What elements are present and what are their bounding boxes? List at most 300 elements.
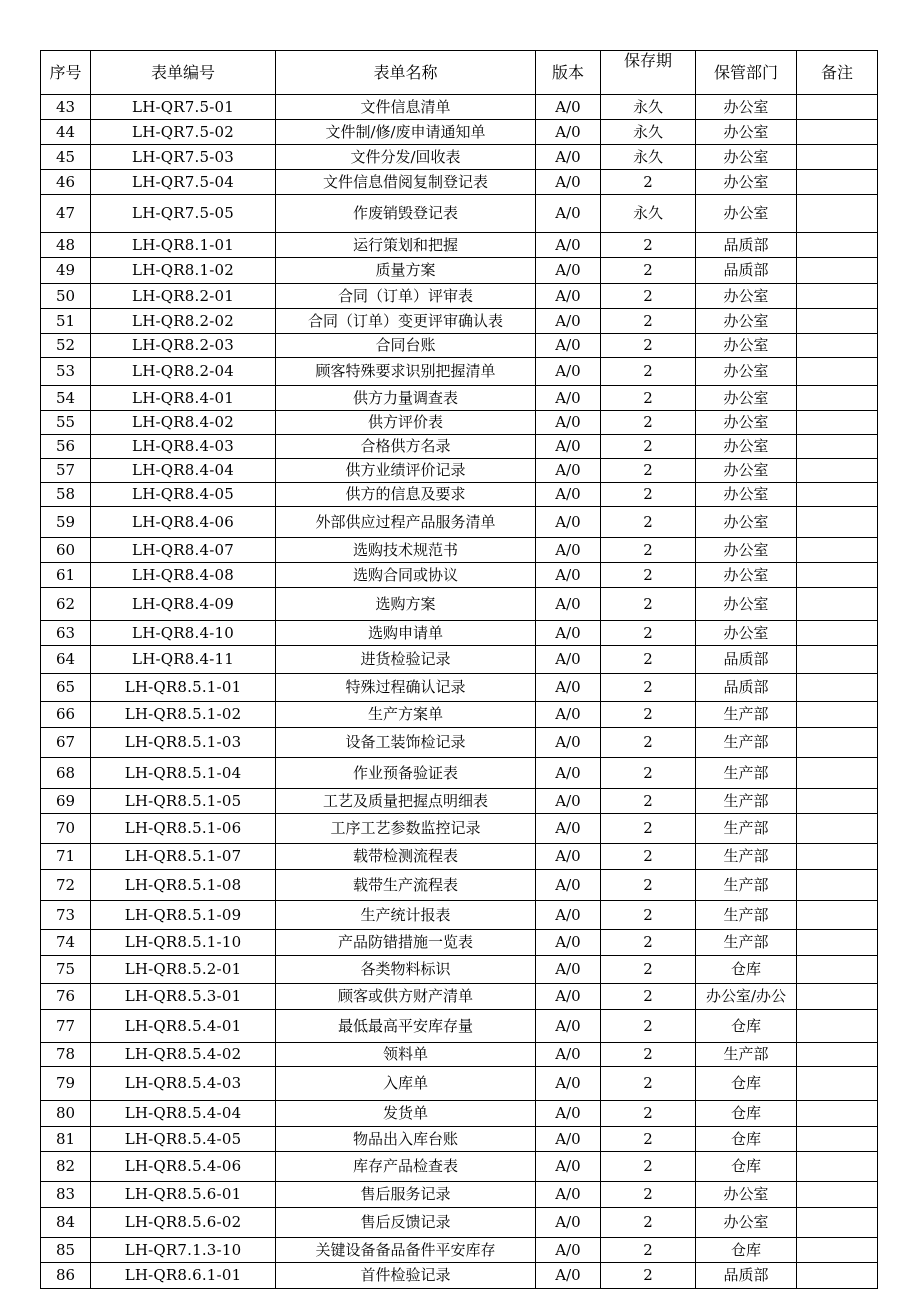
cell-version: A/0 [536,483,601,507]
cell-no: 47 [41,195,91,233]
table-row [41,411,878,435]
cell-remark [797,1238,878,1263]
table-header [41,51,878,95]
cell-version: A/0 [536,120,601,145]
cell-dept: 办公室 [696,621,797,646]
cell-version: A/0 [536,435,601,459]
cell-version: A/0 [536,1043,601,1067]
cell-dept: 生产部 [696,844,797,870]
cell-remark [797,309,878,334]
cell-remark [797,145,878,170]
cell-no: 70 [41,814,91,844]
cell-no: 84 [41,1208,91,1238]
cell-name: 最低最高平安库存量 [276,1010,536,1043]
cell-retention: 2 [601,435,696,459]
cell-name: 进货检验记录 [276,646,536,674]
cell-code: LH-QR8.4-10 [91,621,276,646]
table-row [41,588,878,621]
table-row [41,563,878,588]
cell-version: A/0 [536,95,601,120]
cell-remark [797,844,878,870]
cell-no: 62 [41,588,91,621]
cell-code: LH-QR8.5.1-05 [91,789,276,814]
cell-version: A/0 [536,1263,601,1289]
cell-no: 45 [41,145,91,170]
cell-retention: 2 [601,1010,696,1043]
cell-retention: 2 [601,258,696,284]
cell-dept: 办公室 [696,95,797,120]
cell-name: 库存产品检查表 [276,1152,536,1182]
cell-remark [797,1067,878,1101]
cell-dept: 生产部 [696,814,797,844]
table-row [41,459,878,483]
cell-name: 关键设备备品备件平安库存 [276,1238,536,1263]
cell-dept: 办公室 [696,1182,797,1208]
table-row [41,1067,878,1101]
cell-remark [797,956,878,984]
cell-remark [797,1152,878,1182]
cell-dept: 办公室 [696,334,797,358]
table-row [41,1238,878,1263]
cell-retention: 2 [601,1208,696,1238]
cell-retention: 2 [601,170,696,195]
cell-remark [797,507,878,538]
cell-version: A/0 [536,358,601,386]
cell-name: 售后反馈记录 [276,1208,536,1238]
cell-name: 作业预备验证表 [276,758,536,789]
cell-version: A/0 [536,844,601,870]
cell-name: 物品出入库台账 [276,1127,536,1152]
cell-code: LH-QR7.1.3-10 [91,1238,276,1263]
cell-no: 65 [41,674,91,702]
cell-no: 83 [41,1182,91,1208]
cell-code: LH-QR8.5.4-05 [91,1127,276,1152]
cell-remark [797,930,878,956]
cell-code: LH-QR8.4-01 [91,386,276,411]
table-row [41,956,878,984]
cell-no: 64 [41,646,91,674]
cell-dept: 品质部 [696,1263,797,1289]
cell-version: A/0 [536,621,601,646]
cell-no: 56 [41,435,91,459]
table-row [41,145,878,170]
cell-retention: 永久 [601,195,696,233]
cell-retention: 2 [601,1263,696,1289]
cell-dept: 生产部 [696,870,797,901]
cell-remark [797,588,878,621]
cell-retention: 2 [601,284,696,309]
cell-code: LH-QR8.5.1-06 [91,814,276,844]
cell-no: 52 [41,334,91,358]
header-code: 表单编号 [91,51,276,95]
cell-version: A/0 [536,411,601,435]
cell-name: 合同（订单）变更评审确认表 [276,309,536,334]
cell-dept: 仓库 [696,1101,797,1127]
cell-retention: 永久 [601,145,696,170]
cell-version: A/0 [536,1010,601,1043]
cell-name: 载带检测流程表 [276,844,536,870]
cell-name: 运行策划和把握 [276,233,536,258]
cell-no: 81 [41,1127,91,1152]
cell-code: LH-QR7.5-05 [91,195,276,233]
cell-version: A/0 [536,1067,601,1101]
cell-version: A/0 [536,870,601,901]
cell-dept: 办公室 [696,358,797,386]
cell-dept: 生产部 [696,728,797,758]
table-row [41,674,878,702]
cell-code: LH-QR8.5.1-09 [91,901,276,930]
cell-retention: 永久 [601,120,696,145]
header-retention: 保存期 [601,51,696,95]
cell-remark [797,984,878,1010]
cell-version: A/0 [536,1208,601,1238]
cell-code: LH-QR7.5-04 [91,170,276,195]
table-row [41,334,878,358]
cell-version: A/0 [536,386,601,411]
cell-dept: 办公室 [696,386,797,411]
table-row [41,386,878,411]
cell-remark [797,95,878,120]
cell-code: LH-QR8.4-03 [91,435,276,459]
cell-retention: 2 [601,483,696,507]
cell-name: 工艺及质量把握点明细表 [276,789,536,814]
table-row [41,728,878,758]
cell-name: 载带生产流程表 [276,870,536,901]
cell-version: A/0 [536,588,601,621]
cell-dept: 办公室 [696,120,797,145]
table-row [41,646,878,674]
header-row [41,51,878,95]
cell-dept: 生产部 [696,702,797,728]
cell-code: LH-QR8.5.3-01 [91,984,276,1010]
cell-code: LH-QR8.5.1-07 [91,844,276,870]
cell-code: LH-QR8.4-04 [91,459,276,483]
cell-dept: 生产部 [696,789,797,814]
cell-remark [797,646,878,674]
cell-no: 86 [41,1263,91,1289]
cell-name: 选购申请单 [276,621,536,646]
cell-remark [797,435,878,459]
cell-version: A/0 [536,646,601,674]
cell-version: A/0 [536,814,601,844]
cell-code: LH-QR8.5.4-04 [91,1101,276,1127]
cell-no: 85 [41,1238,91,1263]
cell-dept: 办公室 [696,435,797,459]
cell-remark [797,1127,878,1152]
cell-remark [797,1010,878,1043]
cell-name: 外部供应过程产品服务清单 [276,507,536,538]
cell-retention: 2 [601,1152,696,1182]
cell-code: LH-QR8.5.4-01 [91,1010,276,1043]
cell-retention: 2 [601,411,696,435]
cell-name: 产品防错措施一览表 [276,930,536,956]
cell-retention: 2 [601,758,696,789]
cell-version: A/0 [536,170,601,195]
table-row [41,309,878,334]
cell-retention: 2 [601,674,696,702]
cell-version: A/0 [536,195,601,233]
table-row [41,507,878,538]
cell-no: 73 [41,901,91,930]
cell-version: A/0 [536,728,601,758]
cell-code: LH-QR8.5.1-04 [91,758,276,789]
cell-code: LH-QR8.5.1-02 [91,702,276,728]
cell-version: A/0 [536,789,601,814]
cell-remark [797,459,878,483]
cell-dept: 品质部 [696,233,797,258]
cell-code: LH-QR7.5-01 [91,95,276,120]
table-row [41,1152,878,1182]
cell-name: 合同（订单）评审表 [276,284,536,309]
cell-remark [797,1182,878,1208]
cell-retention: 2 [601,844,696,870]
cell-no: 77 [41,1010,91,1043]
cell-remark [797,120,878,145]
cell-remark [797,901,878,930]
cell-name: 入库单 [276,1067,536,1101]
cell-remark [797,284,878,309]
cell-version: A/0 [536,702,601,728]
cell-code: LH-QR8.4-05 [91,483,276,507]
cell-dept: 生产部 [696,1043,797,1067]
cell-code: LH-QR8.2-03 [91,334,276,358]
cell-code: LH-QR8.4-08 [91,563,276,588]
cell-retention: 2 [601,507,696,538]
table-row [41,789,878,814]
cell-no: 48 [41,233,91,258]
cell-dept: 仓库 [696,1127,797,1152]
cell-remark [797,358,878,386]
cell-remark [797,1208,878,1238]
cell-name: 工序工艺参数监控记录 [276,814,536,844]
cell-no: 72 [41,870,91,901]
cell-no: 46 [41,170,91,195]
cell-dept: 品质部 [696,646,797,674]
cell-dept: 仓库 [696,1010,797,1043]
cell-retention: 2 [601,538,696,563]
cell-no: 57 [41,459,91,483]
cell-no: 71 [41,844,91,870]
cell-version: A/0 [536,538,601,563]
table-row [41,930,878,956]
cell-retention: 2 [601,1067,696,1101]
cell-no: 61 [41,563,91,588]
table-row [41,1043,878,1067]
cell-version: A/0 [536,233,601,258]
table-row [41,814,878,844]
table-row [41,758,878,789]
cell-no: 69 [41,789,91,814]
cell-no: 49 [41,258,91,284]
cell-version: A/0 [536,1127,601,1152]
cell-remark [797,621,878,646]
cell-name: 选购合同或协议 [276,563,536,588]
table-row [41,844,878,870]
cell-dept: 办公室 [696,538,797,563]
cell-code: LH-QR8.1-02 [91,258,276,284]
cell-name: 发货单 [276,1101,536,1127]
cell-code: LH-QR8.2-02 [91,309,276,334]
cell-remark [797,334,878,358]
cell-name: 特殊过程确认记录 [276,674,536,702]
cell-retention: 2 [601,728,696,758]
header-no: 序号 [41,51,91,95]
table-row [41,901,878,930]
cell-code: LH-QR8.6.1-01 [91,1263,276,1289]
cell-remark [797,258,878,284]
table-row [41,1263,878,1289]
table-row [41,1101,878,1127]
cell-retention: 2 [601,646,696,674]
cell-no: 54 [41,386,91,411]
cell-name: 领料单 [276,1043,536,1067]
cell-retention: 2 [601,386,696,411]
table-row [41,1127,878,1152]
table-row [41,284,878,309]
table-row [41,195,878,233]
cell-retention: 2 [601,233,696,258]
cell-name: 合格供方名录 [276,435,536,459]
cell-version: A/0 [536,1152,601,1182]
cell-dept: 办公室 [696,145,797,170]
cell-name: 供方的信息及要求 [276,483,536,507]
cell-dept: 办公室 [696,588,797,621]
cell-code: LH-QR8.5.6-01 [91,1182,276,1208]
table-body [41,95,878,1289]
cell-name: 质量方案 [276,258,536,284]
cell-no: 75 [41,956,91,984]
cell-version: A/0 [536,984,601,1010]
cell-no: 66 [41,702,91,728]
cell-version: A/0 [536,674,601,702]
table-row [41,483,878,507]
table-row [41,435,878,459]
cell-code: LH-QR8.5.1-01 [91,674,276,702]
cell-code: LH-QR8.5.4-03 [91,1067,276,1101]
cell-name: 作废销毁登记表 [276,195,536,233]
cell-no: 51 [41,309,91,334]
cell-dept: 仓库 [696,1067,797,1101]
cell-dept: 办公室 [696,195,797,233]
cell-no: 76 [41,984,91,1010]
cell-version: A/0 [536,284,601,309]
table-row [41,258,878,284]
cell-dept: 办公室 [696,507,797,538]
table-row [41,170,878,195]
cell-remark [797,1263,878,1289]
cell-retention: 2 [601,563,696,588]
cell-code: LH-QR8.4-09 [91,588,276,621]
cell-retention: 2 [601,901,696,930]
cell-dept: 办公室 [696,563,797,588]
header-version: 版本 [536,51,601,95]
cell-no: 79 [41,1067,91,1101]
cell-retention: 2 [601,789,696,814]
cell-dept: 品质部 [696,258,797,284]
cell-remark [797,728,878,758]
cell-retention: 2 [601,358,696,386]
header-dept: 保管部门 [696,51,797,95]
cell-no: 68 [41,758,91,789]
cell-version: A/0 [536,145,601,170]
table-row [41,984,878,1010]
cell-version: A/0 [536,507,601,538]
cell-remark [797,563,878,588]
cell-remark [797,789,878,814]
form-register-table [40,50,878,1289]
cell-remark [797,814,878,844]
cell-remark [797,195,878,233]
cell-name: 各类物料标识 [276,956,536,984]
cell-code: LH-QR8.5.2-01 [91,956,276,984]
cell-no: 67 [41,728,91,758]
table-row [41,1182,878,1208]
table-row [41,870,878,901]
cell-retention: 2 [601,621,696,646]
cell-remark [797,411,878,435]
cell-retention: 永久 [601,95,696,120]
cell-dept: 办公室/办公 [696,984,797,1010]
cell-version: A/0 [536,334,601,358]
cell-code: LH-QR8.2-01 [91,284,276,309]
cell-dept: 品质部 [696,674,797,702]
cell-dept: 办公室 [696,411,797,435]
table-row [41,538,878,563]
header-remark: 备注 [797,51,878,95]
cell-code: LH-QR8.4-02 [91,411,276,435]
cell-retention: 2 [601,956,696,984]
cell-dept: 生产部 [696,930,797,956]
table-row [41,1010,878,1043]
cell-remark [797,170,878,195]
table-row [41,358,878,386]
cell-retention: 2 [601,930,696,956]
cell-code: LH-QR8.2-04 [91,358,276,386]
cell-version: A/0 [536,901,601,930]
cell-code: LH-QR8.4-11 [91,646,276,674]
cell-name: 首件检验记录 [276,1263,536,1289]
cell-dept: 仓库 [696,1238,797,1263]
cell-remark [797,1043,878,1067]
cell-name: 合同台账 [276,334,536,358]
cell-code: LH-QR8.5.1-03 [91,728,276,758]
table-row [41,233,878,258]
cell-retention: 2 [601,309,696,334]
cell-code: LH-QR8.1-01 [91,233,276,258]
cell-dept: 办公室 [696,1208,797,1238]
cell-name: 供方力量调查表 [276,386,536,411]
cell-name: 文件信息借阅复制登记表 [276,170,536,195]
cell-no: 74 [41,930,91,956]
cell-name: 顾客特殊要求识别把握清单 [276,358,536,386]
table-row [41,95,878,120]
cell-remark [797,674,878,702]
cell-code: LH-QR8.5.1-10 [91,930,276,956]
cell-remark [797,483,878,507]
cell-retention: 2 [601,870,696,901]
cell-name: 文件信息清单 [276,95,536,120]
cell-version: A/0 [536,258,601,284]
cell-version: A/0 [536,309,601,334]
cell-retention: 2 [601,1043,696,1067]
cell-remark [797,1101,878,1127]
cell-code: LH-QR8.5.1-08 [91,870,276,901]
cell-name: 供方评价表 [276,411,536,435]
cell-name: 设备工装饰检记录 [276,728,536,758]
cell-dept: 生产部 [696,901,797,930]
cell-version: A/0 [536,956,601,984]
cell-code: LH-QR8.4-07 [91,538,276,563]
